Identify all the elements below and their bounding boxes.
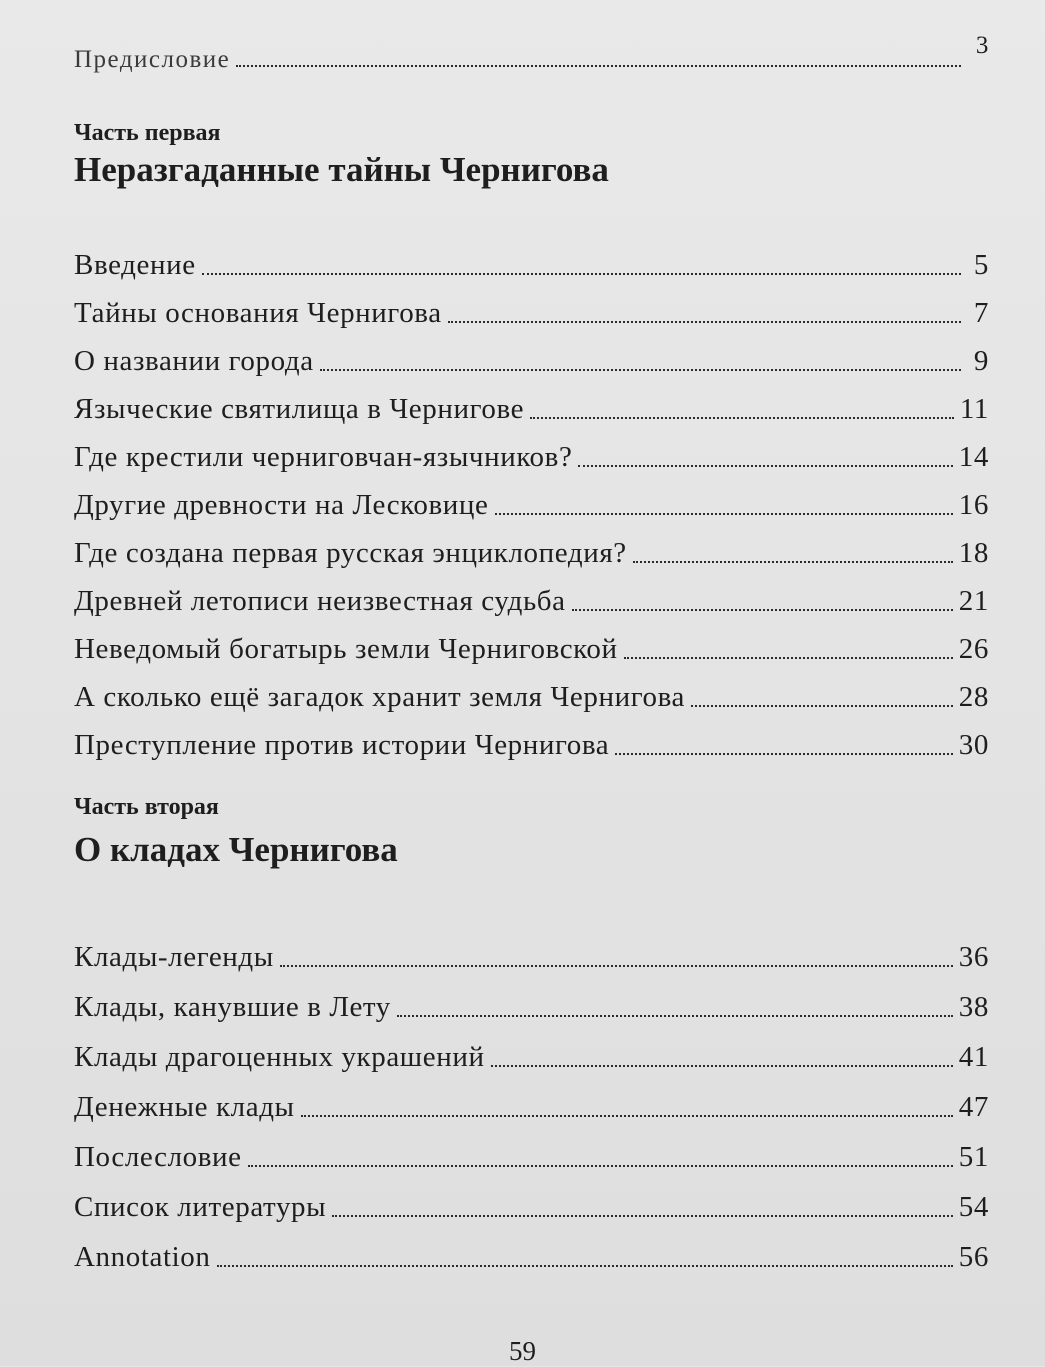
toc-entry-page: 9	[973, 345, 989, 377]
toc-entry	[74, 432, 989, 472]
toc-leader-dots	[332, 1215, 953, 1217]
toc-entry-title: Клады драгоценных украшений	[74, 1041, 485, 1073]
toc-entry-page: 16	[958, 489, 989, 521]
toc-entry	[74, 1132, 989, 1172]
toc-entry	[74, 720, 989, 760]
toc-entry-page: 14	[958, 441, 989, 473]
toc-entry-page: 26	[958, 633, 989, 665]
toc-leader-dots	[691, 705, 953, 707]
toc-entry-title: Денежные клады	[74, 1091, 295, 1123]
toc-leader-dots	[236, 65, 961, 67]
toc-entry-page: 3	[975, 32, 989, 59]
toc-entry	[74, 982, 989, 1022]
toc-entry-page: 7	[973, 297, 989, 329]
toc-entry-page: 11	[959, 393, 989, 425]
toc-entry	[74, 624, 989, 664]
toc-entry-title: Где создана первая русская энциклопедия?	[74, 537, 627, 569]
page-number: 59	[509, 1336, 536, 1366]
toc-entry-preface	[74, 32, 989, 72]
toc-leader-dots	[530, 417, 954, 419]
toc-entry	[74, 1182, 989, 1222]
toc-entry-page: 30	[958, 729, 989, 761]
toc-entry-title: Тайны основания Чернигова	[74, 297, 442, 329]
toc-leader-dots	[633, 561, 953, 563]
toc-entry-title: Клады-легенды	[74, 941, 274, 973]
toc-entry	[74, 384, 989, 424]
toc-entry-title: Список литературы	[74, 1191, 327, 1223]
toc-entry-title: Annotation	[74, 1241, 211, 1273]
toc-leader-dots	[280, 965, 953, 967]
toc-entry-title: Введение	[74, 249, 196, 281]
toc-entry-title: Послесловие	[74, 1141, 242, 1173]
toc-entry-page: 54	[958, 1191, 989, 1223]
toc-leader-dots	[491, 1065, 953, 1067]
toc-entry	[74, 932, 989, 972]
toc-leader-dots	[572, 609, 953, 611]
toc-leader-dots	[248, 1165, 953, 1167]
toc-entry-title: Предисловие	[74, 46, 231, 73]
toc-leader-dots	[397, 1015, 953, 1017]
toc-entry	[74, 1032, 989, 1072]
toc-entry-page: 47	[958, 1091, 989, 1123]
part2-label: Часть вторая	[74, 794, 219, 820]
toc-leader-dots	[217, 1265, 953, 1267]
toc-entry-title: Другие древности на Лесковице	[74, 489, 489, 521]
toc-entry-page: 18	[958, 537, 989, 569]
toc-entry	[74, 528, 989, 568]
toc-entry	[74, 672, 989, 712]
toc-leader-dots	[495, 513, 953, 515]
toc-leader-dots	[624, 657, 953, 659]
toc-leader-dots	[301, 1115, 953, 1117]
toc-entry-title: Клады, канувшие в Лету	[74, 991, 391, 1023]
toc-entry-page: 51	[958, 1141, 989, 1173]
toc-entry-title: Где крестили черниговчан-язычников?	[74, 441, 573, 473]
part2-title: О кладах Чернигова	[74, 830, 398, 869]
toc-entry-page: 28	[958, 681, 989, 713]
part1-label: Часть первая	[74, 120, 221, 146]
toc-entry-page: 38	[958, 991, 989, 1023]
toc-entry-page: 41	[958, 1041, 989, 1073]
toc-entry-title: Языческие святилища в Чернигове	[74, 393, 525, 425]
toc-entry-page: 36	[958, 941, 989, 973]
toc-entry	[74, 1232, 989, 1272]
toc-entry-page: 56	[958, 1241, 989, 1273]
toc-entry	[74, 288, 989, 328]
toc-entry	[74, 240, 989, 280]
toc-leader-dots	[615, 753, 953, 755]
toc-entry	[74, 1082, 989, 1122]
toc-leader-dots	[578, 465, 952, 467]
toc-entry-title: А сколько ещё загадок хранит земля Чернигова	[74, 681, 685, 713]
toc-entry	[74, 336, 989, 376]
toc-leader-dots	[448, 321, 961, 323]
toc-entry-title: Неведомый богатырь земли Черниговской	[74, 633, 618, 665]
toc-leader-dots	[320, 369, 961, 371]
part1-title: Неразгаданные тайны Чернигова	[74, 150, 609, 189]
toc-entry-title: О названии города	[74, 345, 314, 377]
toc-entry	[74, 576, 989, 616]
toc-entry-page: 5	[973, 249, 989, 281]
toc-entry-page: 21	[958, 585, 989, 617]
toc-entry	[74, 480, 989, 520]
toc-entry-title: Древней летописи неизвестная судьба	[74, 585, 566, 617]
toc-entry-title: Преступление против истории Чернигова	[74, 729, 610, 761]
toc-leader-dots	[202, 273, 961, 275]
